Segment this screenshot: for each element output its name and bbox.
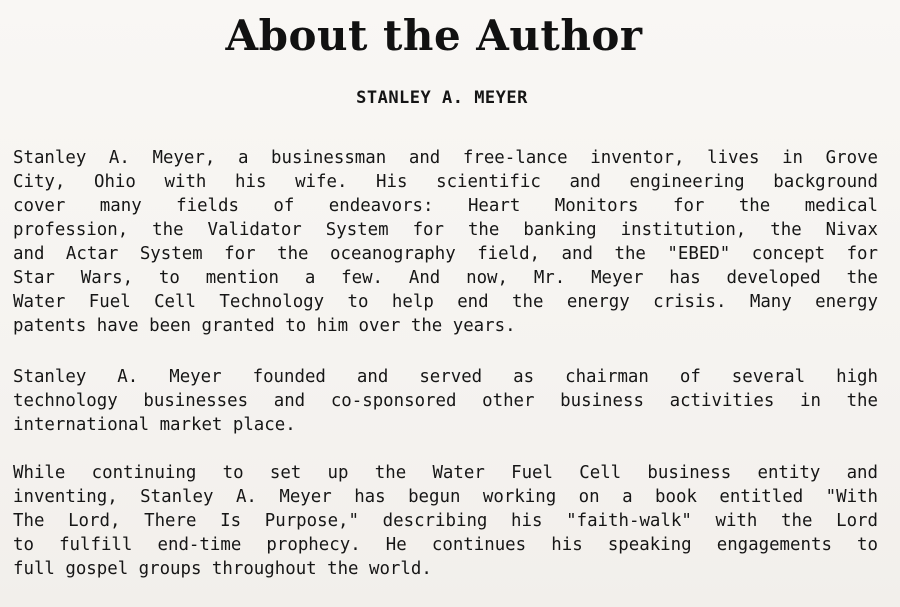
paragraph-businesses xyxy=(13,365,878,437)
paragraph-line: full gospel groups throughout the world. xyxy=(13,559,432,579)
paragraph-line: The Lord, There Is Purpose," describing his "faith-walk" with the Lord xyxy=(13,511,878,531)
paragraph-line: Star Wars, to mention a few. And now, Mr. Meyer has developed the xyxy=(13,268,878,288)
paragraph-biography xyxy=(13,146,878,338)
paragraph-line: Stanley A. Meyer, a businessman and free-lance inventor, lives in Grove xyxy=(13,148,878,168)
paragraph-line: profession, the Validator System for the banking institution, the Nivax xyxy=(13,220,878,240)
paragraph-line: City, Ohio with his wife. His scientific and engineering background xyxy=(13,172,878,192)
paragraph-line: Water Fuel Cell Technology to help end the energy crisis. Many energy xyxy=(13,292,878,312)
author-name: STANLEY A. MEYER xyxy=(356,88,528,108)
page-title: About the Author xyxy=(225,11,643,60)
paragraph-line: to fulfill end-time prophecy. He continues his speaking engagements to xyxy=(13,535,878,555)
paragraph-line: cover many fields of endeavors: Heart Monitors for the medical xyxy=(13,196,878,216)
paragraph-line: technology businesses and co-sponsored other business activities in the xyxy=(13,391,878,411)
paragraph-line: and Actar System for the oceanography field, and the "EBED" concept for xyxy=(13,244,878,264)
paragraph-line: While continuing to set up the Water Fuel Cell business entity and xyxy=(13,463,878,483)
paragraph-line: international market place. xyxy=(13,415,296,435)
paragraph-book xyxy=(13,461,878,581)
paragraph-line: inventing, Stanley A. Meyer has begun working on a book entitled "With xyxy=(13,487,878,507)
paragraph-line: Stanley A. Meyer founded and served as chairman of several high xyxy=(13,367,878,387)
paragraph-line: patents have been granted to him over the years. xyxy=(13,316,516,336)
